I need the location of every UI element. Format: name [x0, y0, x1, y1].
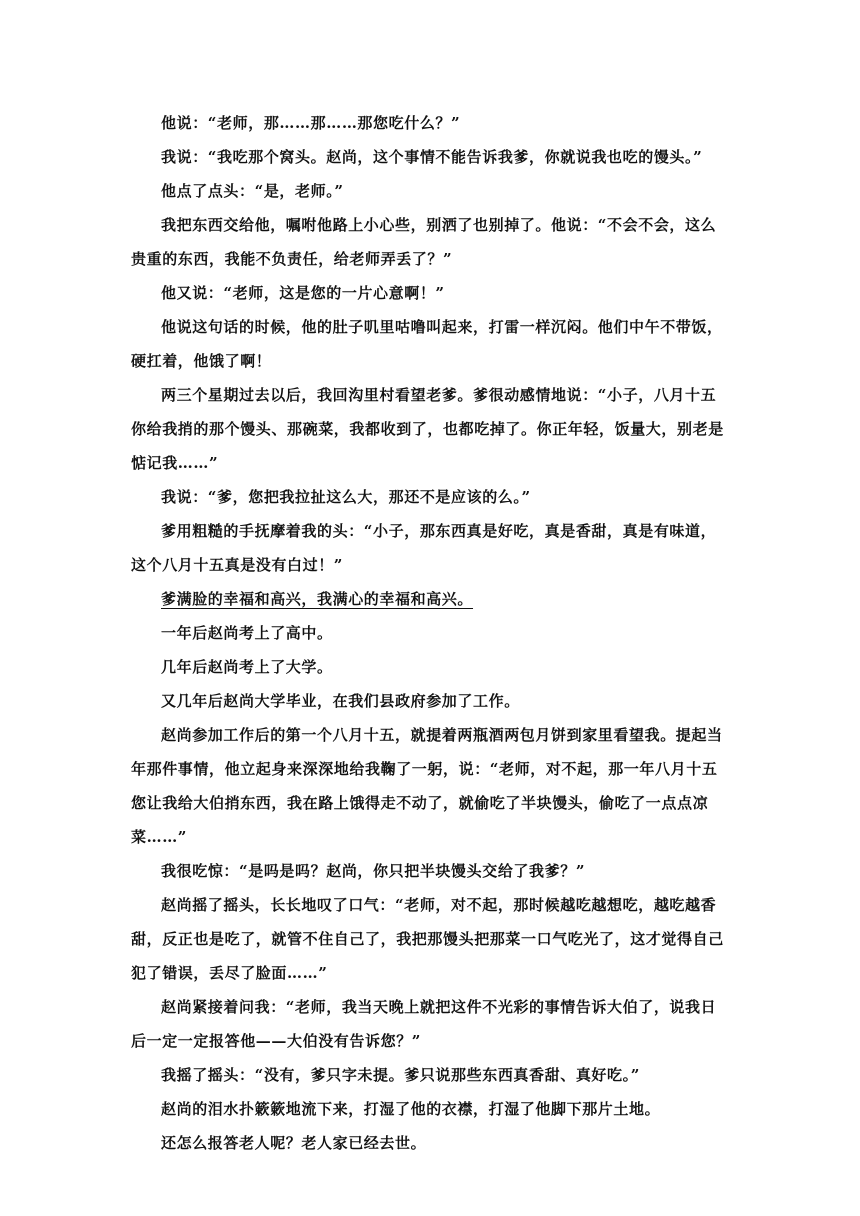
underlined-sentence: 爹满脸的幸福和高兴，我满心的幸福和高兴。: [161, 590, 474, 608]
paragraph: 我很吃惊：“是吗是吗？赵尚，你只把半块馒头交给了我爹？”: [161, 862, 586, 880]
paragraph: 又几年后赵尚大学毕业，在我们县政府参加了工作。: [161, 692, 520, 710]
paragraph: 赵尚摇了摇头，长长地叹了口气：“老师，对不起，那时候越吃越想吃，越吃越香甜，反正也是吃了，就管不住自己了，我把那馒头把那菜一口气吃光了，这才觉得自己犯了错误，丢尽了脸面……”: [131, 896, 724, 982]
document-body: [131, 106, 731, 1160]
paragraph: 爹用粗糙的手抚摩着我的头：“小子，那东西真是好吃，真是香甜，真是有味道，这个八月十五真是没有白过！”: [131, 522, 717, 574]
paragraph: 我说：“我吃那个窝头。赵尚，这个事情不能告诉我爹，你就说我也吃的馒头。”: [161, 148, 703, 166]
paragraph: 我摇了摇头：“没有，爹只字未提。爹只说那些东西真香甜、真好吃。”: [161, 1066, 640, 1084]
paragraph: 赵尚的泪水扑簌簌地流下来，打湿了他的衣襟，打湿了他脚下那片土地。: [161, 1100, 661, 1118]
paragraph: 他说：“老师，那……那……那您吃什么？”: [161, 114, 461, 132]
paragraph: 赵尚参加工作后的第一个八月十五，就提着两瓶酒两包月饼到家里看望我。提起当年那件事情，他立起身来深深地给我鞠了一躬，说：“老师，对不起，那一年八月十五您让我给大伯捎东西，我在路上饿得走不动了，就偷吃了半块馒头，偷吃了一点点凉菜……”: [131, 726, 723, 846]
paragraph: 他又说：“老师，这是您的一片心意啊！”: [161, 284, 445, 302]
paragraph: 他点了点头：“是，老师。”: [161, 182, 344, 200]
underlined-paragraph: [131, 582, 731, 616]
paragraph: 几年后赵尚考上了大学。: [161, 658, 333, 676]
paragraph: 他说这句话的时候，他的肚子叽里咕噜叫起来，打雷一样沉闷。他们中午不带饭，硬扛着，他饿了啊！: [131, 318, 723, 370]
paragraph: 还怎么报答老人呢？老人家已经去世。: [161, 1134, 427, 1152]
paragraph: 两三个星期过去以后，我回沟里村看望老爹。爹很动感情地说：“小子，八月十五你给我捎的那个馒头、那碗菜，我都收到了，也都吃掉了。你正年轻，饭量大，别老是惦记我……”: [131, 386, 724, 472]
paragraph: 赵尚紧接着问我：“老师，我当天晚上就把这件不光彩的事情告诉大伯了，说我日后一定一定报答他——大伯没有告诉您？”: [131, 998, 717, 1050]
paragraph: 我说：“爹，您把我拉扯这么大，那还不是应该的么。”: [161, 488, 531, 506]
paragraph: 一年后赵尚考上了高中。: [161, 624, 333, 642]
paragraph: 我把东西交给他，嘱咐他路上小心些，别洒了也别掉了。他说：“不会不会，这么贵重的东西，我能不负责任，给老师弄丢了？”: [131, 216, 717, 268]
